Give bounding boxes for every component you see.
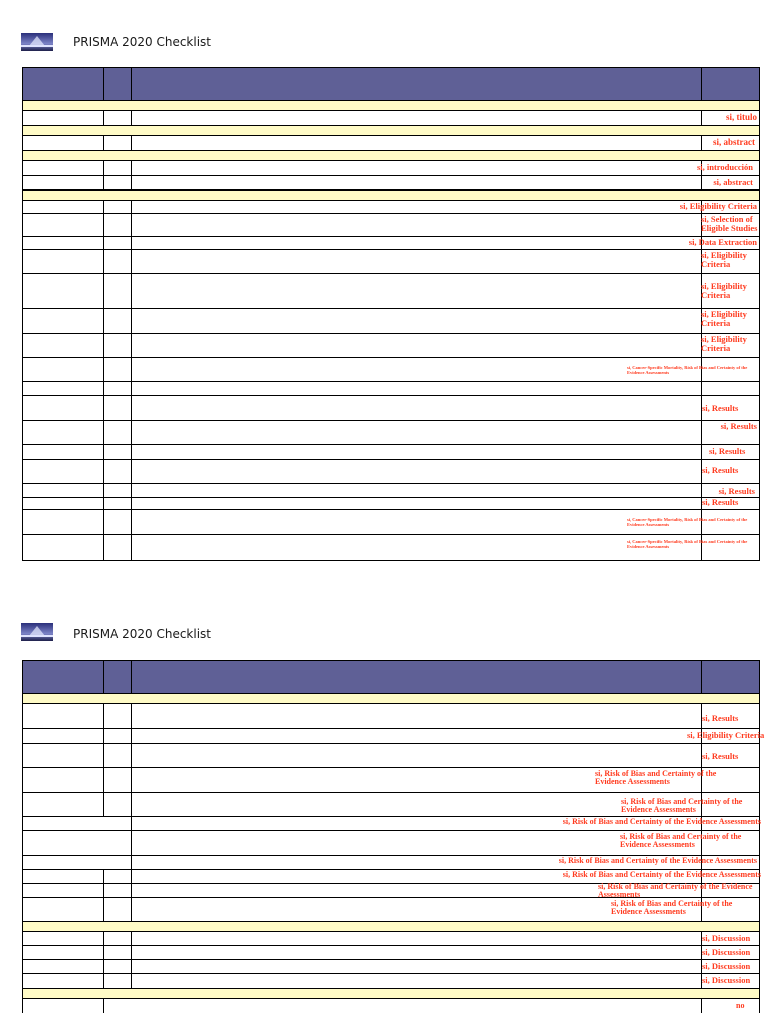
table-row: [23, 274, 759, 309]
answer-cell: si, Cancer-Specific Mortality, Risk of Bias and Certainty of the Evidence Assessments: [627, 539, 748, 549]
answer-cell: si, Eligibility Criteria: [687, 730, 765, 740]
table-header: [23, 68, 759, 101]
page-title: PRISMA 2020 Checklist: [73, 627, 211, 641]
table-row: [23, 445, 759, 460]
answer-cell: si, Risk of Bias and Certainty of the Evidence Assessments: [562, 817, 761, 826]
page-title: PRISMA 2020 Checklist: [73, 35, 211, 49]
table-row: [23, 334, 759, 358]
table-row: [23, 421, 759, 445]
table-row: [23, 460, 759, 484]
answer-cell: si, Risk of Bias and Certainty of the Evidence Assessments: [595, 769, 717, 787]
answer-cell: si, Results: [702, 713, 739, 723]
table-row: [23, 535, 759, 560]
table-row: [23, 111, 759, 126]
answer-cell: si, Risk of Bias and Certainty of the Evidence Assessments: [558, 856, 757, 865]
checklist-table: [22, 660, 765, 1013]
table-row: [23, 960, 759, 974]
table-row: [23, 358, 759, 382]
table-row: [23, 136, 759, 151]
table-row: [23, 856, 759, 870]
prisma-logo-icon: [21, 623, 53, 641]
table-row: [23, 396, 759, 421]
answer-cell: si, Risk of Bias and Certainty of the Evidence Assessments: [620, 832, 742, 850]
section-row: [23, 989, 759, 999]
answer-cell: si, Eligibility Criteria: [701, 250, 747, 269]
table-row: [23, 161, 759, 176]
section-row: [23, 151, 759, 161]
answer-cell: si, Cancer-Specific Mortality, Risk of Bias and Certainty of the Evidence Assessments: [627, 365, 748, 375]
answer-cell: si, Results: [702, 751, 739, 761]
answer-cell: si, Eligibility Criteria: [701, 334, 747, 353]
table-row: [23, 932, 759, 946]
table-row: [23, 484, 759, 498]
table-row: [23, 768, 759, 793]
table-row: [23, 214, 759, 237]
answer-cell: si, Eligibility Criteria: [679, 201, 757, 211]
answer-cell: si, abstract: [713, 137, 755, 147]
answer-cell: si, Results: [702, 497, 739, 507]
table-row: [23, 250, 759, 274]
answer-cell: no: [736, 1001, 745, 1010]
prisma-logo-icon: [21, 33, 53, 51]
table-row: [23, 510, 759, 535]
table-row: [23, 946, 759, 960]
table-row: [23, 898, 759, 922]
answer-cell: si, Discussion: [702, 961, 751, 971]
section-row: [23, 694, 759, 704]
table-row: [23, 201, 759, 214]
answer-cell: si, Eligibility Criteria: [701, 309, 747, 328]
answer-cell: si, Eligibility Criteria: [701, 281, 747, 300]
section-row: [23, 191, 759, 201]
answer-cell: si, Results: [718, 486, 755, 496]
table-row: [23, 176, 759, 191]
table-row: [23, 382, 759, 396]
table-row: [23, 974, 759, 989]
table-row: [23, 498, 759, 510]
answer-cell: si, Cancer-Specific Mortality, Risk of Bias and Certainty of the Evidence Assessments: [627, 517, 748, 527]
answer-cell: si, Data Extraction: [688, 237, 757, 247]
section-row: [23, 126, 759, 136]
answer-cell: si, introducción: [696, 162, 753, 172]
section-row: [23, 922, 759, 932]
answer-cell: si, Risk of Bias and Certainty of the Evidence Assessments: [611, 899, 733, 917]
answer-cell: si, Results: [702, 403, 739, 413]
table-row: [23, 793, 759, 817]
checklist-table: [22, 67, 760, 561]
table-row: [23, 884, 759, 898]
answer-cell: si, Discussion: [702, 975, 751, 985]
answer-cell: si, Risk of Bias and Certainty of the Evidence Assessments: [562, 870, 761, 879]
table-row: [23, 817, 759, 831]
answer-cell: si, Selection of Eligible Studies: [701, 214, 758, 233]
table-row: [23, 704, 759, 729]
table-row: [23, 237, 759, 250]
table-row: [23, 729, 765, 744]
answer-cell: si, Discussion: [702, 947, 751, 957]
table-row: [23, 744, 759, 768]
table-header: [23, 661, 759, 694]
answer-cell: si, Results: [702, 465, 739, 475]
answer-cell: si, Results: [720, 421, 757, 431]
answer-cell: si, Risk of Bias and Certainty of the Evidence Assessments: [621, 797, 743, 815]
section-row: [23, 101, 759, 111]
answer-cell: si, titulo: [725, 112, 757, 122]
answer-cell: si, Risk of Bias and Certainty of the Evidence Assessments: [598, 882, 753, 900]
table-row: [23, 309, 759, 334]
answer-cell: si, Discussion: [702, 933, 751, 943]
answer-cell: si, Results: [709, 446, 746, 456]
table-row: [23, 831, 759, 856]
answer-cell: si, abstract: [713, 177, 753, 187]
table-row: [23, 999, 759, 1013]
